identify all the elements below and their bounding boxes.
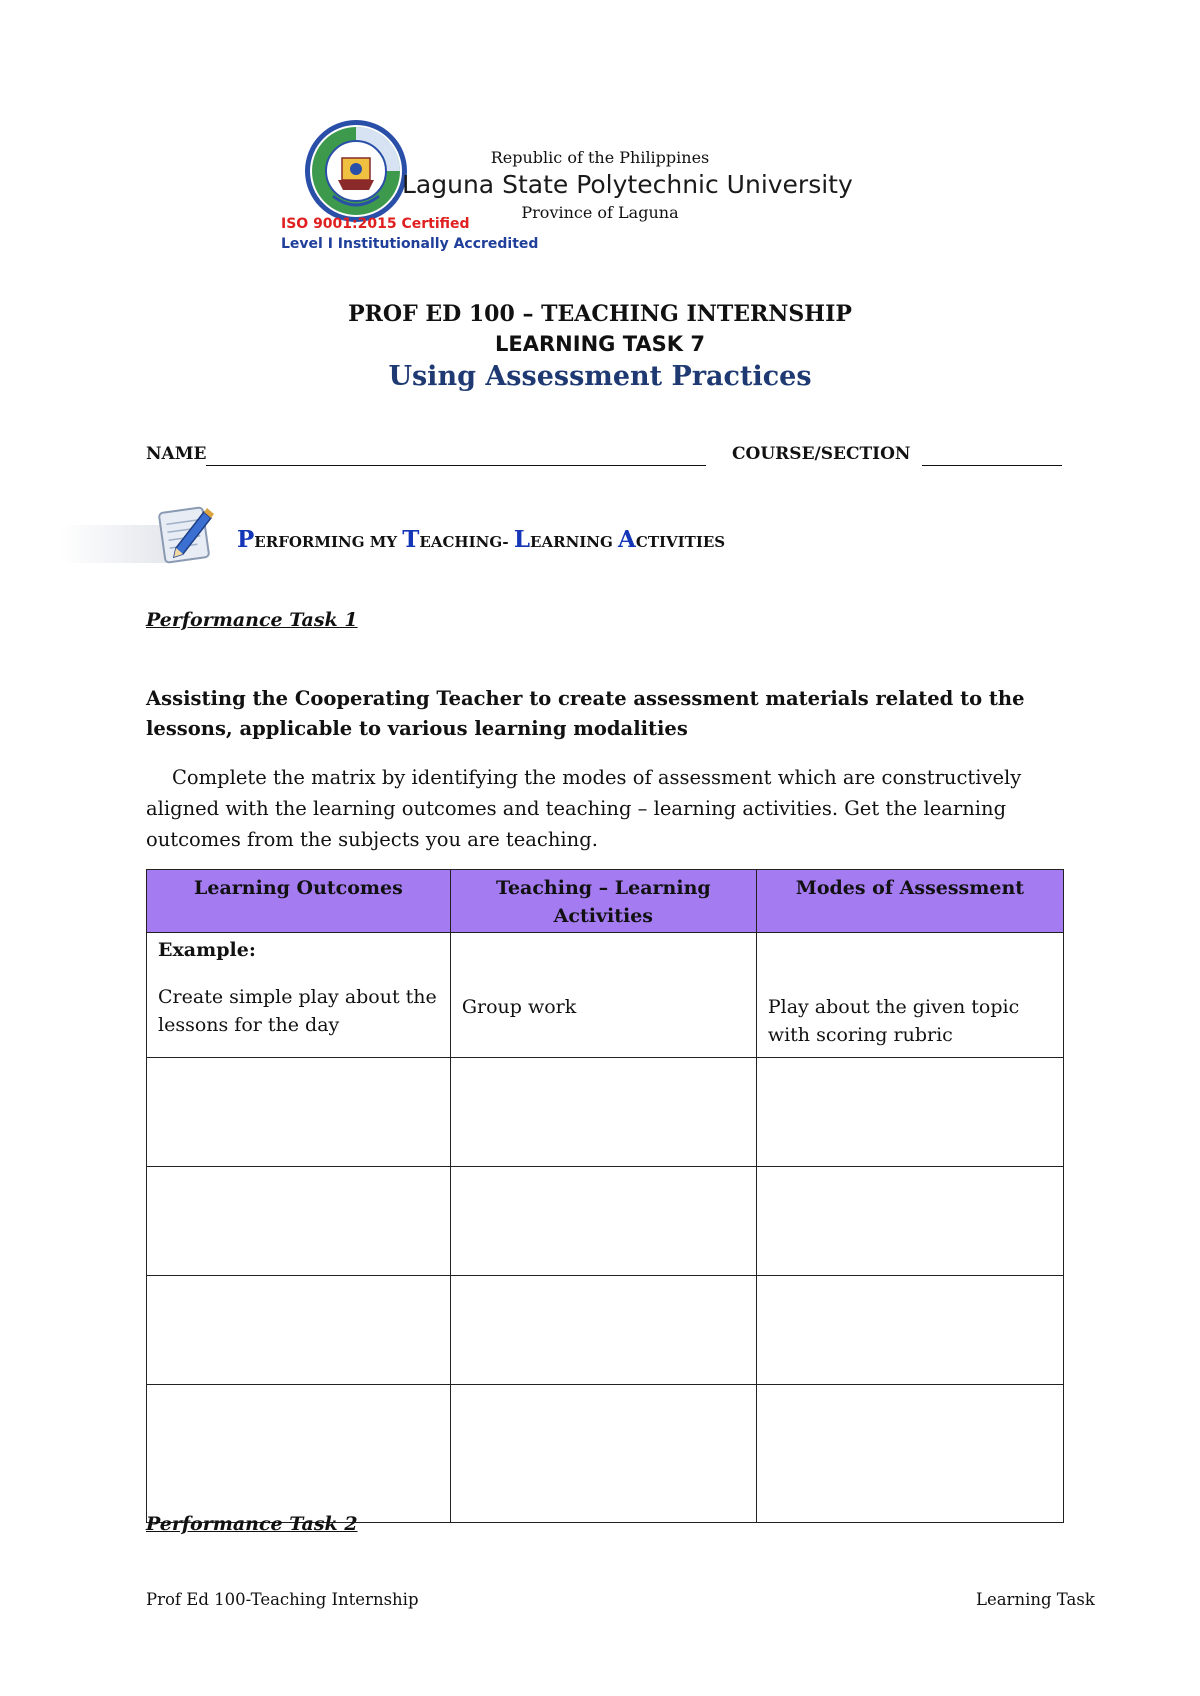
example-label: Example:: [158, 939, 256, 961]
matrix-header-row: [147, 870, 1064, 933]
performance-task-2-label: Performance Task 2: [146, 1513, 358, 1535]
activity-cell[interactable]: [450, 1276, 756, 1385]
assessment-cell[interactable]: [756, 1385, 1063, 1523]
notepad-pencil-icon: [156, 502, 216, 566]
assessment-cell[interactable]: [756, 1167, 1063, 1276]
example-assessment-cell: [756, 933, 1063, 1058]
learning-task-title: LEARNING TASK 7: [495, 332, 705, 356]
assessment-cell[interactable]: [756, 1276, 1063, 1385]
iso-certification: ISO 9001:2015 Certified: [281, 216, 470, 232]
assessment-cell[interactable]: [756, 1058, 1063, 1167]
university-name: Laguna State Polytechnic University: [402, 170, 853, 199]
task-1-instruction: Complete the matrix by identifying the modes of assessment which are constructively aligned with the learning outcomes and teaching – learning activities. Get the learning outcomes from the subjects you are teaching.: [146, 766, 1022, 851]
table-row: [147, 1167, 1064, 1276]
name-label: NAME: [146, 444, 207, 464]
outcome-cell[interactable]: [147, 1385, 451, 1523]
header-teaching-learning-activities: Teaching – Learning Activities: [450, 870, 756, 933]
university-seal-icon: [303, 118, 409, 224]
name-course-line: [146, 444, 1062, 468]
assessment-matrix: [146, 869, 1064, 1523]
performance-task-1-label: Performance Task 1: [146, 609, 358, 631]
example-outcome-cell: [147, 933, 451, 1058]
name-blank[interactable]: [206, 465, 706, 466]
footer-right: Learning Task: [976, 1590, 1095, 1609]
outcome-cell[interactable]: [147, 1058, 451, 1167]
activity-cell[interactable]: [450, 1385, 756, 1523]
section-heading: PERFORMING MY TEACHING- LEARNING ACTIVITIES: [237, 526, 726, 553]
course-section-label: COURSE/SECTION: [732, 444, 911, 464]
example-row: [147, 933, 1064, 1058]
province-line: Province of Laguna: [521, 203, 679, 222]
header-modes-of-assessment: Modes of Assessment: [756, 870, 1063, 933]
header-learning-outcomes: Learning Outcomes: [147, 870, 451, 933]
task-subtitle: Using Assessment Practices: [388, 361, 812, 392]
example-activity: Group work: [461, 996, 577, 1018]
example-outcome: Create simple play about the lessons for the day: [158, 986, 437, 1036]
table-row: [147, 1276, 1064, 1385]
task-1-heading: Assisting the Cooperating Teacher to create assessment materials related to the lessons, applicable to various learning modalities: [146, 687, 1025, 740]
activity-cell[interactable]: [450, 1058, 756, 1167]
accreditation-level: Level I Institutionally Accredited: [281, 236, 539, 252]
outcome-cell[interactable]: [147, 1276, 451, 1385]
footer-left: Prof Ed 100-Teaching Internship: [146, 1590, 419, 1609]
example-activity-cell: [450, 933, 756, 1058]
outcome-cell[interactable]: [147, 1167, 451, 1276]
activity-cell[interactable]: [450, 1167, 756, 1276]
icon-shadow: [60, 525, 170, 563]
table-row: [147, 1058, 1064, 1167]
republic-line: Republic of the Philippines: [490, 148, 710, 167]
course-section-blank[interactable]: [922, 465, 1062, 466]
example-assessment: Play about the given topic with scoring rubric: [767, 996, 1020, 1046]
course-title: PROF ED 100 – TEACHING INTERNSHIP: [348, 301, 852, 327]
table-row: [147, 1385, 1064, 1523]
